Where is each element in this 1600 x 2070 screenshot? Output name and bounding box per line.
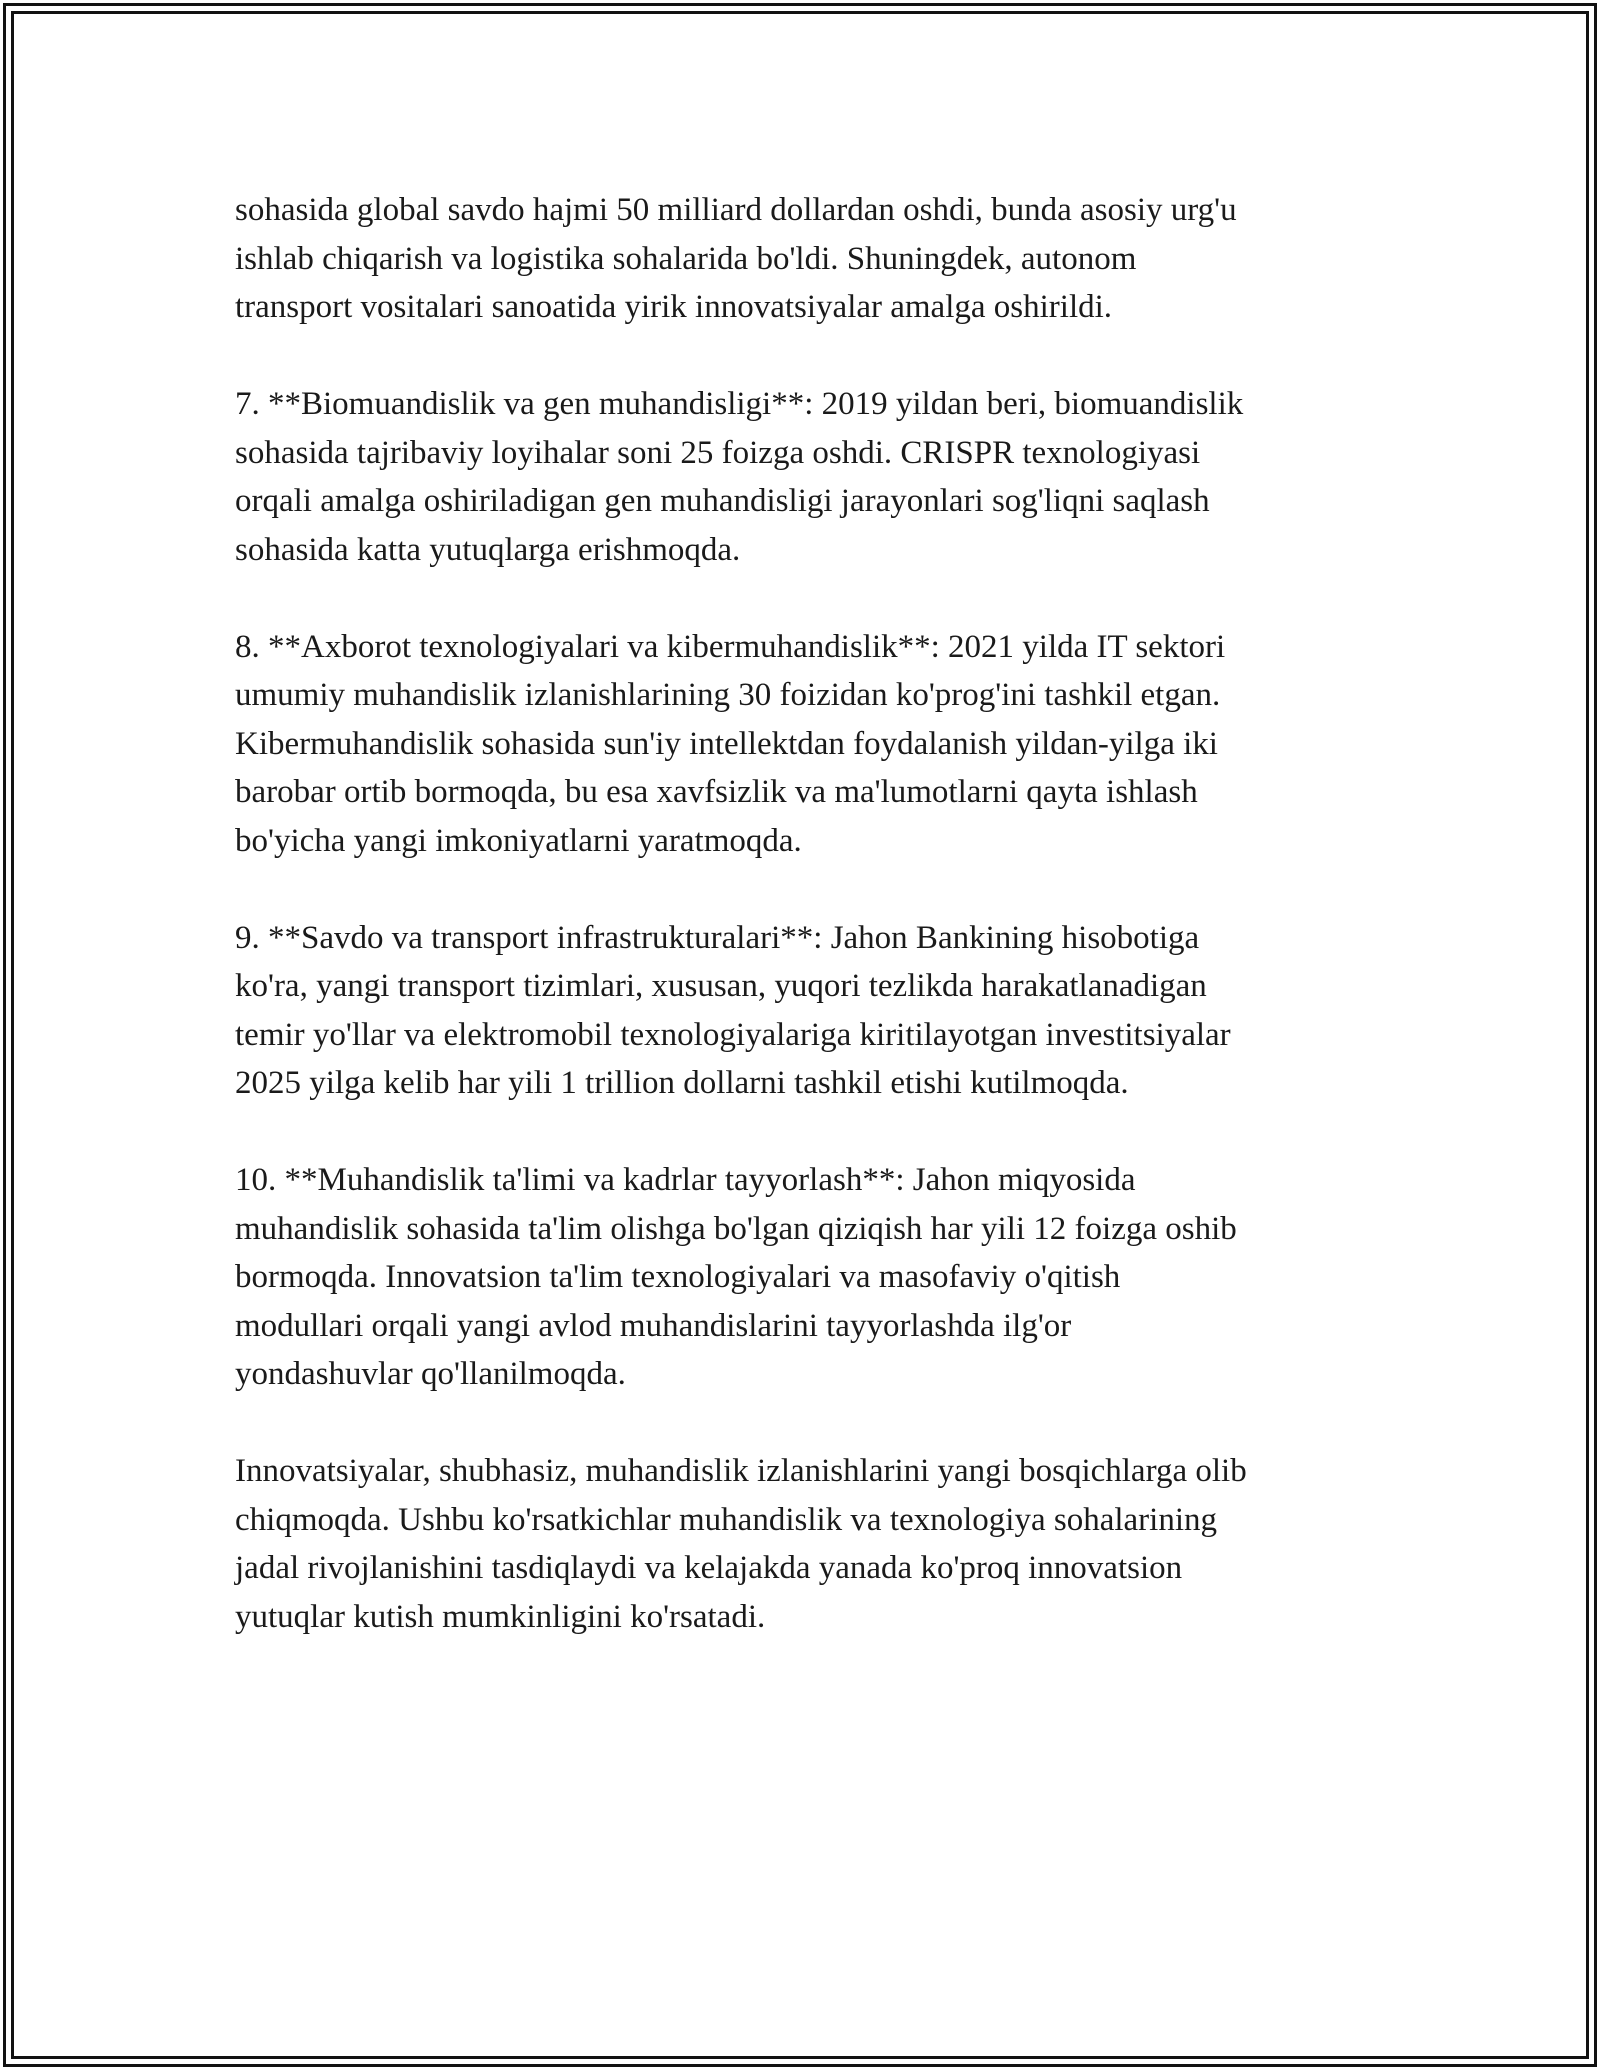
paragraph-item-8	[235, 623, 1395, 866]
text-line: sohasida global savdo hajmi 50 milliard dollardan oshdi, bunda asosiy urg'u	[235, 192, 1237, 228]
text-line: 9. **Savdo va transport infrastrukturalari**: Jahon Bankining hisobotiga	[235, 919, 1200, 956]
text-line: 7. **Biomuandislik va gen muhandisligi**: 2019 yildan beri, biomuandislik	[235, 386, 1244, 422]
text-line: barobar ortib bormoqda, bu esa xavfsizlik va ma'lumotlarni qayta ishlash	[235, 774, 1198, 810]
text-line: transport vositalari sanoatida yirik innovatsiyalar amalga oshirildi.	[235, 289, 1113, 325]
text-line: bormoqda. Innovatsion ta'lim texnologiyalari va masofaviy o'qitish	[235, 1259, 1121, 1295]
text-line: ishlab chiqarish va logistika sohalarida bo'ldi. Shuningdek, autonom	[235, 240, 1137, 277]
paragraph-item-9	[235, 914, 1395, 1108]
text-line: Innovatsiyalar, shubhasiz, muhandislik izlanishlarini yangi bosqichlarga olib	[235, 1453, 1247, 1489]
paragraph-item-10	[235, 1156, 1395, 1399]
text-line: ko'ra, yangi transport tizimlari, xususan, yuqori tezlikda harakatlanadigan	[235, 968, 1207, 1004]
text-line: modullari orqali yangi avlod muhandislarini tayyorlashda ilg'or	[235, 1307, 1072, 1344]
text-line: muhandislik sohasida ta'lim olishga bo'lgan qiziqish har yili 12 foizga oshib	[235, 1210, 1237, 1247]
text-line: umumiy muhandislik izlanishlarining 30 foizidan ko'prog'ini tashkil etgan.	[235, 677, 1221, 713]
text-line: 8. **Axborot texnologiyalari va kibermuhandislik**: 2021 yilda IT sektori	[235, 628, 1226, 665]
paragraph-item-7	[235, 380, 1395, 574]
text-line: sohasida tajribaviy loyihalar soni 25 foizga oshdi. CRISPR texnologiyasi	[235, 434, 1201, 471]
paragraph-continuation	[235, 186, 1395, 332]
text-line: jadal rivojlanishini tasdiqlaydi va kelajakda yanada ko'proq innovatsion	[235, 1550, 1183, 1586]
text-line: orqali amalga oshiriladigan gen muhandisligi jarayonlari sog'liqni saqlash	[235, 483, 1210, 519]
document-body	[235, 186, 1395, 1690]
text-line: bo'yicha yangi imkoniyatlarni yaratmoqda.	[235, 822, 802, 859]
text-line: yondashuvlar qo'llanilmoqda.	[235, 1356, 626, 1392]
text-line: yutuqlar kutish mumkinligini ko'rsatadi.	[235, 1598, 766, 1635]
text-line: temir yo'llar va elektromobil texnologiyalariga kiritilayotgan investitsiyalar	[235, 1016, 1231, 1053]
text-line: sohasida katta yutuqlarga erishmoqda.	[235, 531, 741, 568]
paragraph-conclusion	[235, 1447, 1395, 1641]
text-line: chiqmoqda. Ushbu ko'rsatkichlar muhandislik va texnologiya sohalarining	[235, 1501, 1218, 1538]
text-line: Kibermuhandislik sohasida sun'iy intellektdan foydalanish yildan-yilga iki	[235, 725, 1218, 762]
text-line: 2025 yilga kelib har yili 1 trillion dollarni tashkil etishi kutilmoqda.	[235, 1065, 1129, 1101]
text-line: 10. **Muhandislik ta'limi va kadrlar tayyorlash**: Jahon miqyosida	[235, 1162, 1136, 1198]
